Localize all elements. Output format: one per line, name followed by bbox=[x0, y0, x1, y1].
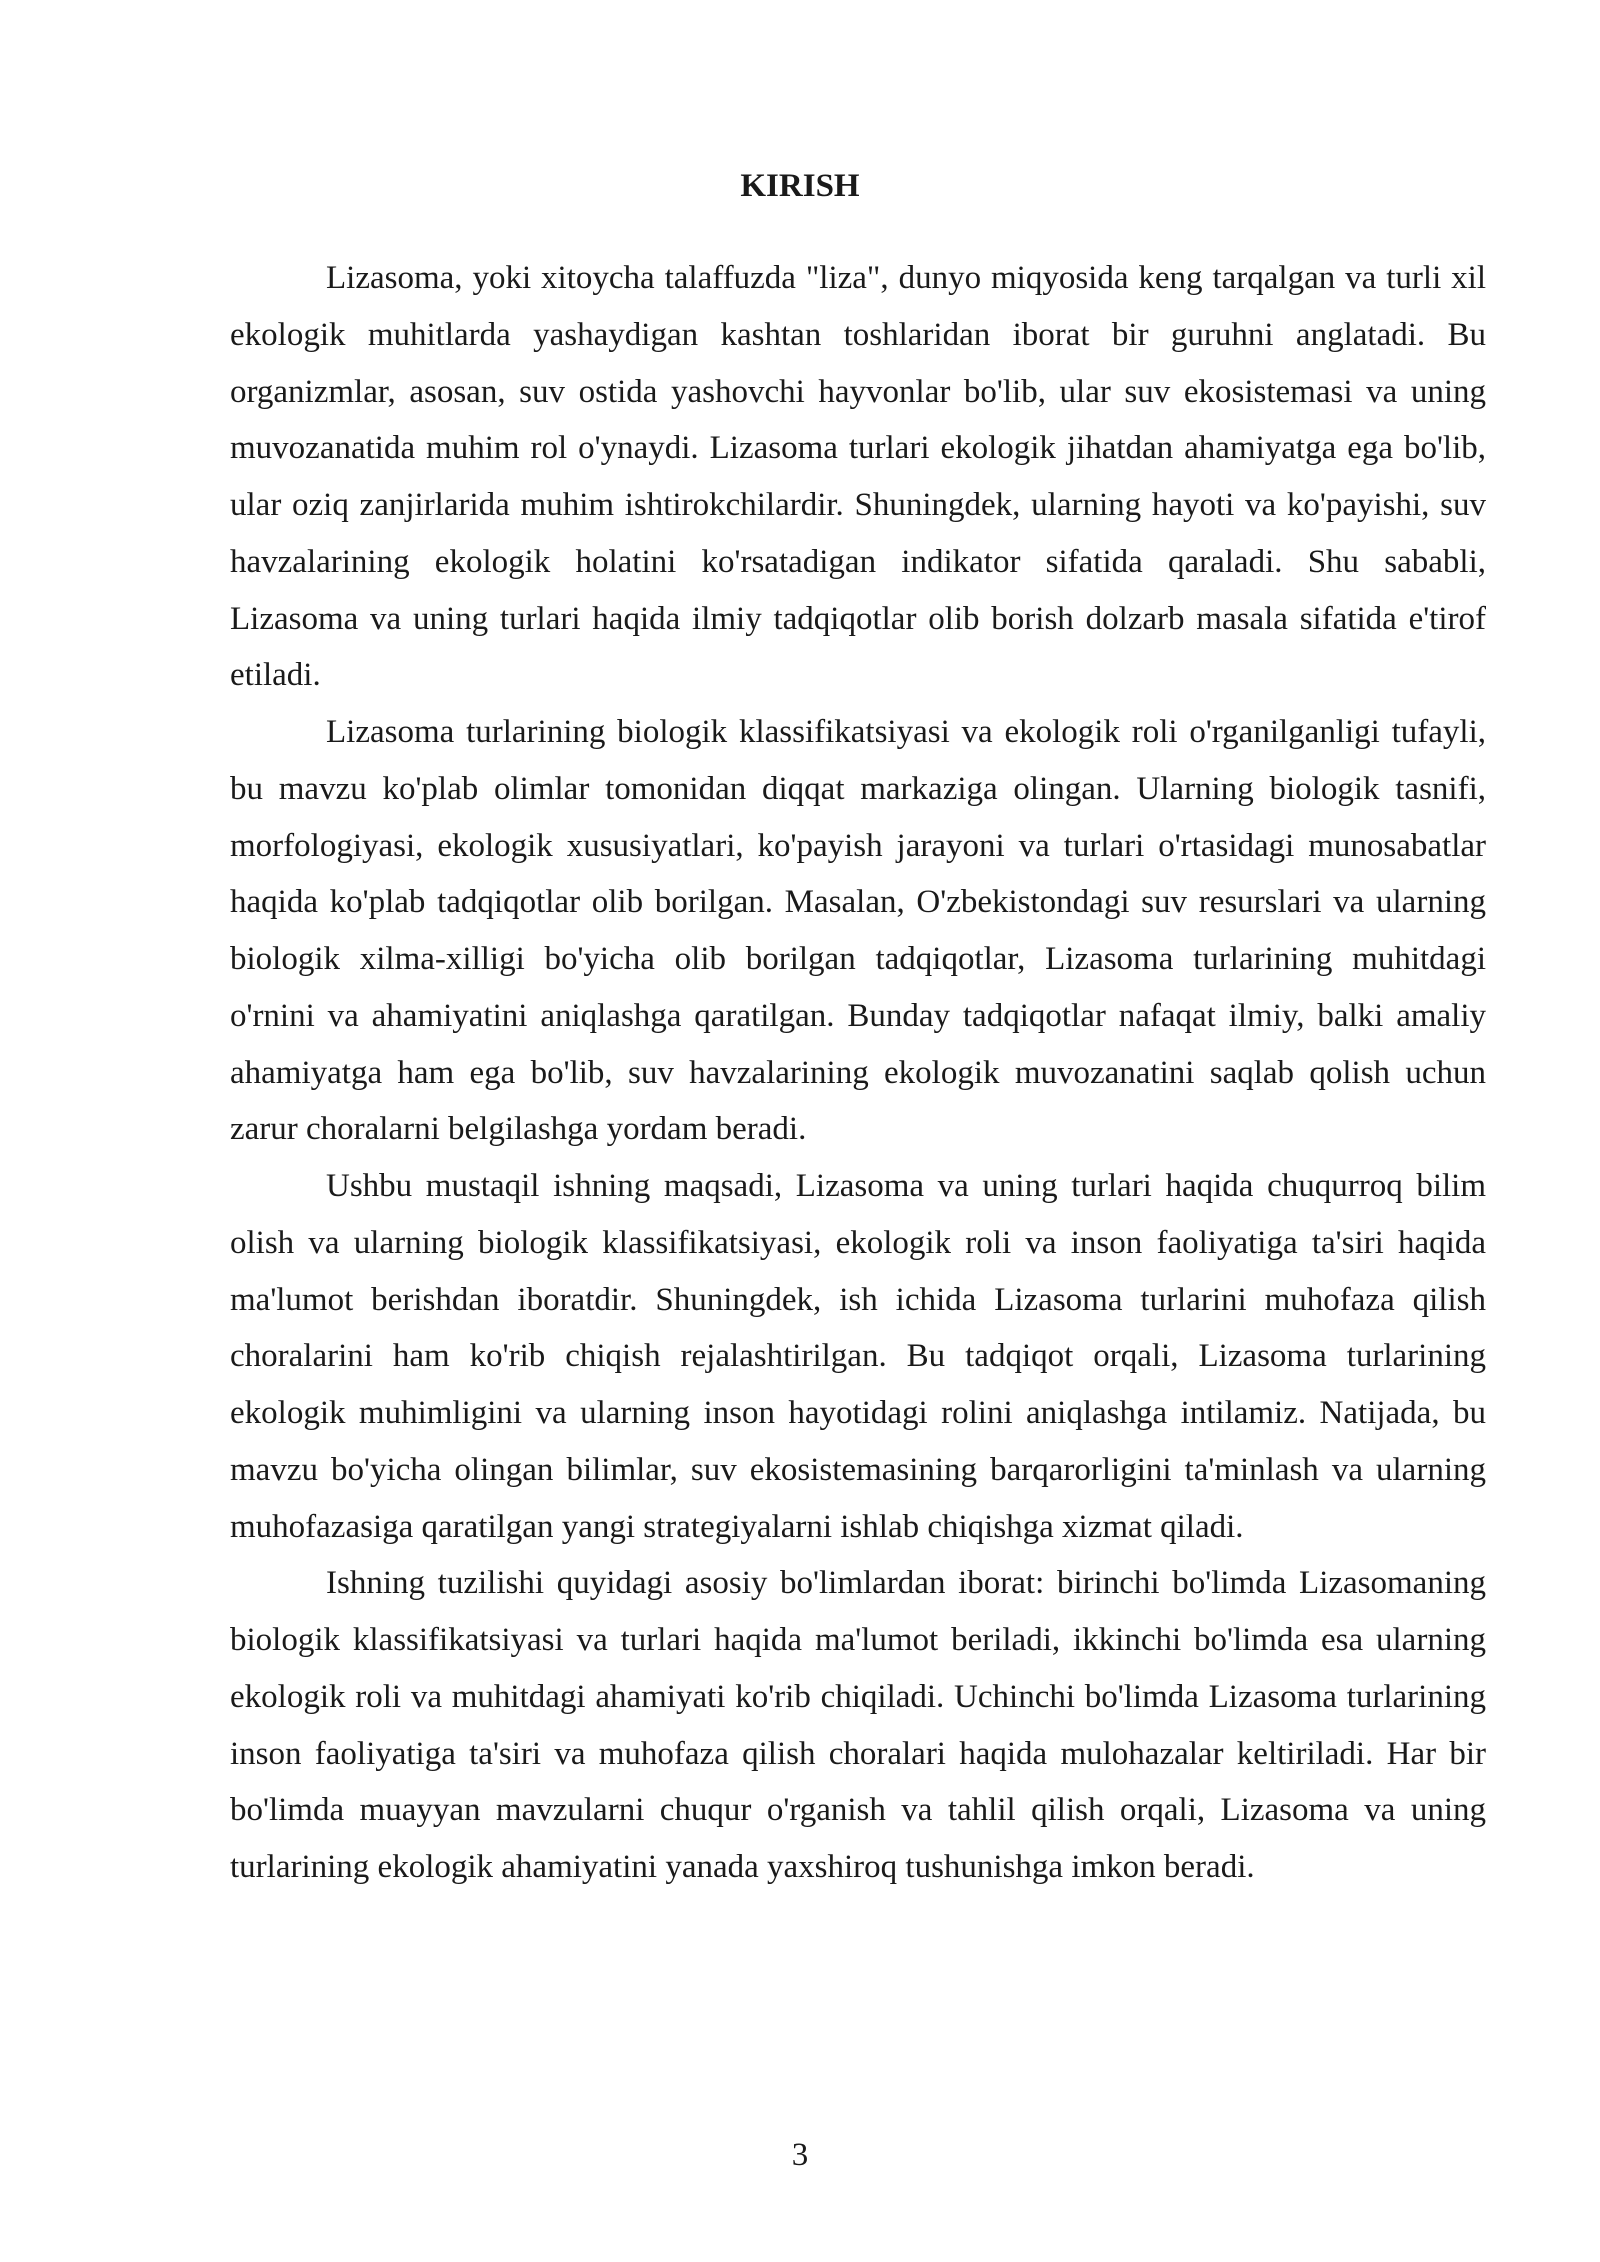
page-number: 3 bbox=[791, 2137, 809, 2173]
paragraph: Ushbu mustaqil ishning maqsadi, Lizasoma va uning turlari haqida chuqurroq bilim olish va ularning biologik klassifikatsiyasi, ekologik roli va inson faoliyatiga ta'siri haqida ma'lumot berishdan iboratdir. Shuningdek, ish ichida Lizasoma turlarini muhofaza qilish choralarini ham ko'rib chiqish rejalashtirilgan. Bu tadqiqot orqali, Lizasoma turlarining ekologik muhimligini va ularning inson hayotidagi rolini aniqlashga intilamiz. Natijada, bu mavzu bo'yicha olingan bilimlar, suv ekosistemasining barqarorligini ta'minlash va ularning muhofazasiga qaratilgan yangi strategiyalarni ishlab chiqishga xizmat qiladi. bbox=[230, 1168, 1486, 1545]
paragraph: Lizasoma turlarining biologik klassifikatsiyasi va ekologik roli o'rganilganligi tufayli, bu mavzu ko'plab olimlar tomonidan diqqat markaziga olingan. Ularning biologik tasnifi, morfologiyasi, ekologik xususiyatlari, ko'payish jarayoni va turlari o'rtasidagi munosabatlar haqida ko'plab tadqiqotlar olib borilgan. Masalan, O'zbekistondagi suv resurslari va ularning biologik xilma-xilligi bo'yicha olib borilgan tadqiqotlar, Lizasoma turlarining muhitdagi o'rnini va ahamiyatini aniqlashga qaratilgan. Bunday tadqiqotlar nafaqat ilmiy, balki amaliy ahamiyatga ham ega bo'lib, suv havzalarining ekologik muvozanatini saqlab qolish uchun zarur choralarni belgilashga yordam beradi. bbox=[230, 714, 1486, 1148]
paragraph: Lizasoma, yoki xitoycha talaffuzda "liza", dunyo miqyosida keng tarqalgan va turli xil ekologik muhitlarda yashaydigan kashtan toshlaridan iborat bir guruhni anglatadi. Bu organizmlar, asosan, suv ostida yashovchi hayvonlar bo'lib, ular suv ekosistemasi va uning muvozanatida muhim rol o'ynaydi. Lizasoma turlari ekologik jihatdan ahamiyatga ega bo'lib, ular oziq zanjirlarida muhim ishtirokchilardir. Shuningdek, ularning hayoti va ko'payishi, suv havzalarining ekologik holatini ko'rsatadigan indikator sifatida qaraladi. Shu sababli, Lizasoma va uning turlari haqida ilmiy tadqiqotlar olib borish dolzarb masala sifatida e'tirof etiladi. bbox=[230, 260, 1486, 694]
document-body bbox=[230, 250, 1486, 1896]
page-title: KIRISH bbox=[740, 168, 860, 204]
paragraph: Ishning tuzilishi quyidagi asosiy bo'limlardan iborat: birinchi bo'limda Lizasomaning biologik klassifikatsiyasi va turlari haqida ma'lumot beriladi, ikkinchi bo'limda esa ularning ekologik roli va muhitdagi ahamiyati ko'rib chiqiladi. Uchinchi bo'limda Lizasoma turlarining inson faoliyatiga ta'siri va muhofaza qilish choralari haqida mulohazalar keltiriladi. Har bir bo'limda muayyan mavzularni chuqur o'rganish va tahlil qilish orqali, Lizasoma va uning turlarining ekologik ahamiyatini yanada yaxshiroq tushunishga imkon beradi. bbox=[230, 1565, 1486, 1885]
